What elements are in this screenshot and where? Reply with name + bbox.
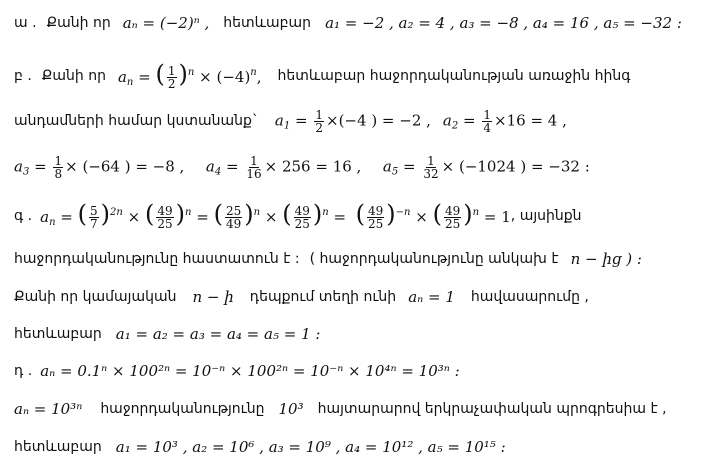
values-c4: a₁ = a₂ = a₃ = a₄ = a₅ = 1 : [115, 325, 321, 343]
values-a: a₁ = −2 , a₂ = 4 , a₃ = −8 , a₄ = 16 , a₅ = −32 : [325, 14, 682, 32]
text-c2-paren: ( հաջորդականությունը անկախ է [309, 251, 559, 267]
line-a [14, 14, 700, 32]
line-b [14, 58, 700, 94]
line-c2 [14, 250, 700, 268]
text-b2: անդամների համար կստանանք` [14, 113, 259, 129]
formula-d: aₙ = 0.1ⁿ × 100²ⁿ = 10⁻ⁿ × 100²ⁿ = 10⁻ⁿ × 10⁴ⁿ = 10³ⁿ : [40, 362, 460, 380]
line-c4 [14, 325, 700, 343]
text-a-2: հետևաբար [223, 15, 312, 31]
line-d3 [14, 438, 700, 456]
values-b3: $a_3$ = $\frac{1}{8}$ × (−64 ) = −8 , $a_4$ = $\frac{1}{16}$ × 256 = 16 , $a_5$ = $\frac{1}{32}$ × (−1024 ) = −32 : [14, 153, 590, 181]
text-c2-end: n − ից ) : [570, 250, 642, 268]
values-b2: $a_1$ = $\frac{1}{2}$ ×(−4 ) = −2 , [274, 107, 431, 135]
text-c3-n: n − ի [192, 288, 234, 306]
line-d [14, 362, 700, 380]
formula-c: $a_n$ = ( $\frac{5}{7}$ )$^{2n}$ × ( $\frac{49}{25}$ )$^n$ = ( $\frac{25}{49}$ )$^n$ × ( $\frac{49}{25}$ )$^n$ = ( $\frac{49}{25}$ )$^{-n}$ × ( $\frac{49}{25}$ )$^n$ = 1 [40, 199, 511, 232]
label-b: բ . [14, 68, 32, 84]
line-c3 [14, 288, 700, 306]
text-b-1: Քանի որ [41, 68, 106, 84]
text-b-2: հետևաբար հաջորդականության առաջին հինգ [277, 68, 631, 84]
line-b3 [14, 150, 700, 184]
formula-d2: aₙ = 10³ⁿ [14, 400, 83, 418]
label-c: գ . [14, 208, 33, 224]
text-c3-2: դեպքում տեղի ունի [249, 289, 397, 305]
text-d2: հաջորդականությունը [100, 401, 265, 417]
line-b2 [14, 104, 700, 138]
text-c3-1: Քանի որ կամայական [14, 289, 177, 305]
text-c-tail: , այսինքն [510, 208, 582, 224]
text-c4: հետևաբար [14, 326, 102, 342]
base-d2: 10³ [278, 400, 304, 418]
text-a-1: Քանի որ [46, 15, 111, 31]
formula-a: aₙ = (−2)ⁿ , [122, 14, 210, 32]
values-b2-tail: $a_2$ = $\frac{1}{4}$ ×16 = 4 , [442, 107, 567, 135]
text-d2-2: հայտարարով երկրաչափական պրոգրեսիա է , [317, 401, 667, 417]
formula-b: $a_n$ = ( $\frac{1}{2}$ )$^n \times (-4)^n$, [117, 59, 262, 92]
text-c3-3: հավասարումը , [470, 289, 589, 305]
line-c [14, 198, 700, 234]
text-c2: հաջորդականությունը հաստատուն է : [14, 251, 300, 267]
line-d2 [14, 400, 700, 418]
text-d3: հետևաբար [14, 439, 102, 455]
label-d: դ . [14, 363, 33, 379]
formula-c3: aₙ = 1 [408, 288, 455, 306]
label-a: ա . [14, 15, 37, 31]
values-d3: a₁ = 10³ , a₂ = 10⁶ , a₃ = 10⁹ , a₄ = 10¹² , a₅ = 10¹⁵ : [115, 438, 506, 456]
